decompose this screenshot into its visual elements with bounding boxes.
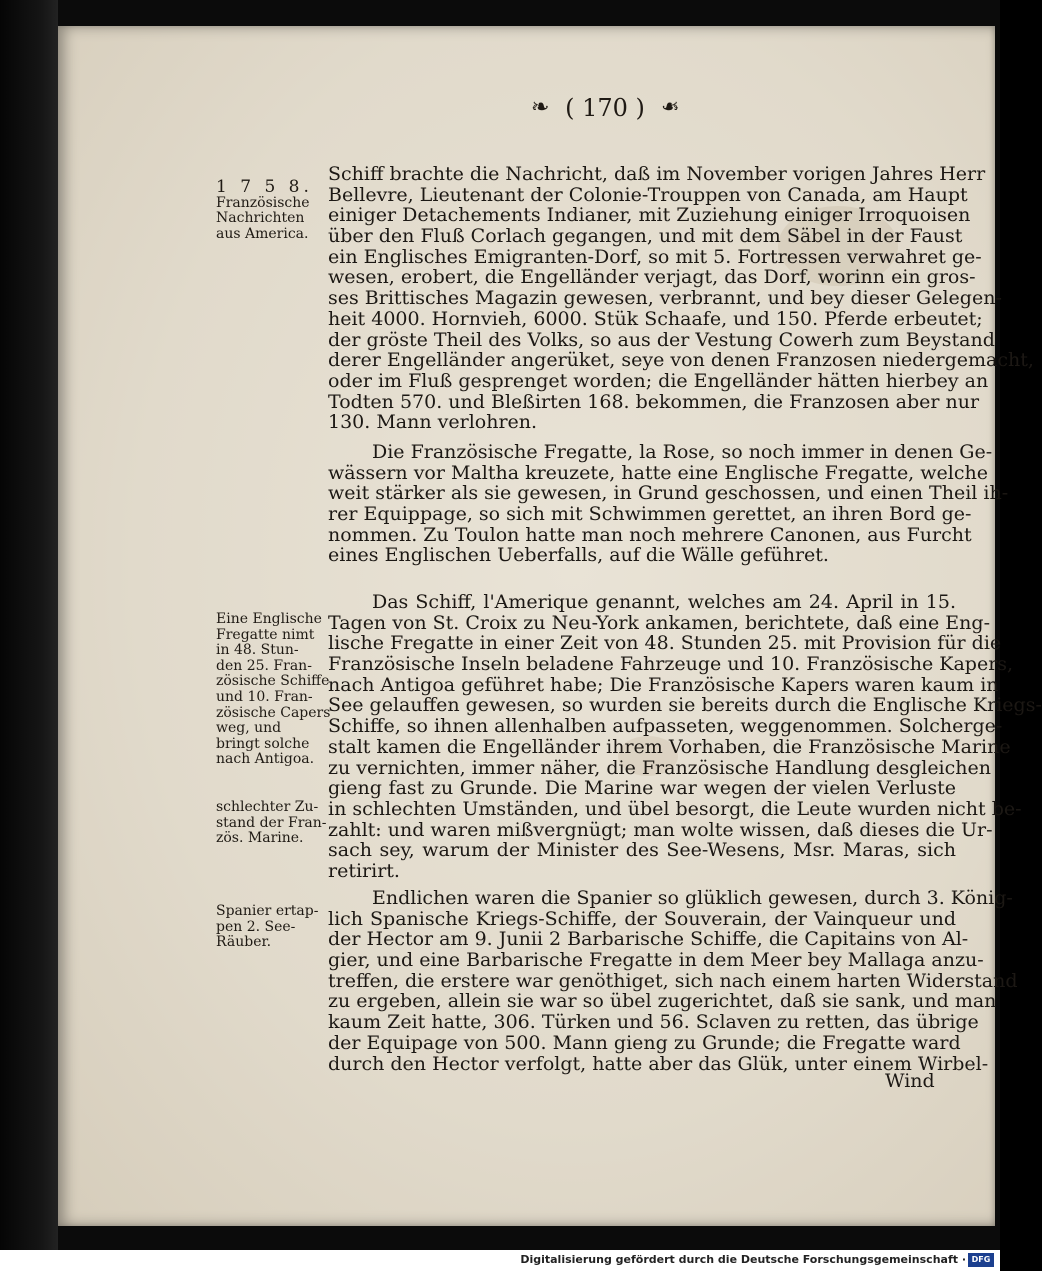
margin-note-line: Räuber. xyxy=(216,934,272,951)
margin-note-line: zösische Capers xyxy=(216,704,331,721)
margin-note-4 xyxy=(216,904,326,951)
page-number: ( 170 ) xyxy=(565,93,645,122)
margin-note-2 xyxy=(216,611,331,768)
text-line: in schlechten Umständen, und übel besorgt, die Leute wurden nicht be- xyxy=(328,797,1022,820)
text-line: wässern vor Maltha kreuzete, hatte eine Englische Fregatte, welche xyxy=(328,461,988,484)
text-line: lische Fregatte in einer Zeit von 48. Stunden 25. mit Provision für die xyxy=(328,632,1002,655)
text-line: oder im Fluß gesprenget worden; die Engelländer hätten hierbey an xyxy=(328,369,989,392)
margin-note-line: nach Antigoa. xyxy=(216,751,315,768)
text-line: der gröste Theil des Volks, so aus der Vestung Cowerh zum Beystand xyxy=(328,328,995,351)
text-line: gieng fast zu Grunde. Die Marine war wegen der vielen Verluste xyxy=(328,777,956,800)
margin-note-line: Eine Englische xyxy=(216,611,322,627)
paragraph-4 xyxy=(328,887,1018,1075)
margin-note-year: 1 7 5 8. xyxy=(216,177,313,197)
text-line: durch den Hector verfolgt, hatte aber das Glük, unter einem Wirbel- xyxy=(328,1052,989,1075)
margin-note-line: pen 2. See- xyxy=(216,918,296,935)
text-line: nommen. Zu Toulon hatte man noch mehrere Canonen, aus Furcht xyxy=(328,523,972,546)
text-line: stalt kamen die Engelländer ihrem Vorhaben, die Französische Marine xyxy=(328,735,1011,758)
page-header xyxy=(465,92,745,122)
text-line: kaum Zeit hatte, 306. Türken und 56. Sclaven zu retten, das übrige xyxy=(328,1011,979,1034)
text-line: Tagen von St. Croix zu Neu-York ankamen, berichtete, daß eine Eng- xyxy=(328,611,990,634)
text-line: eines Englischen Ueberfalls, auf die Wälle geführet. xyxy=(328,544,829,567)
text-line: zu vernichten, immer näher, die Französische Handlung desgleichen xyxy=(328,756,991,779)
text-line: See gelauffen gewesen, so wurden sie bereits durch die Englische Kriegs- xyxy=(328,694,1042,717)
margin-note-line: zös. Marine. xyxy=(216,830,304,847)
margin-note-line: in 48. Stun- xyxy=(216,642,299,659)
catchword: Wind xyxy=(885,1070,935,1092)
text-line: weit stärker als sie gewesen, in Grund geschossen, und einen Theil ih- xyxy=(328,482,1009,505)
margin-note-line: Spanier ertap- xyxy=(216,903,319,919)
text-line: zahlt: und waren mißvergnügt; man wolte wissen, daß dieses die Ur- xyxy=(328,818,993,841)
margin-note-line: Nachrichten xyxy=(216,210,305,227)
text-line: gier, und eine Barbarische Fregatte in dem Meer bey Mallaga anzu- xyxy=(328,949,984,972)
text-line: nach Antigoa geführet habe; Die Französische Kapers waren kaum in xyxy=(328,673,999,696)
text-line: ein Englisches Emigranten-Dorf, so mit 5. Fortressen verwahret ge- xyxy=(328,245,982,268)
margin-note-line: zösische Schiffe xyxy=(216,673,330,690)
text-line: Das Schiff, l'Amerique genannt, welches am 24. April in 15. xyxy=(372,591,956,613)
text-line: der Hector am 9. Junii 2 Barbarische Schiffe, die Capitains von Al- xyxy=(328,928,969,951)
text-line: retirirt. xyxy=(328,859,400,882)
text-line: sach sey, warum der Minister des See-Wesens, Msr. Maras, sich xyxy=(328,839,956,862)
margin-note-line: aus America. xyxy=(216,225,309,242)
text-line: derer Engelländer angerüket, seye von denen Franzosen niedergemacht, xyxy=(328,349,1034,372)
text-line: Todten 570. und Bleßirten 168. bekommen, die Franzosen aber nur xyxy=(328,390,980,413)
text-line: lich Spanische Kriegs-Schiffe, der Souverain, der Vainqueur und xyxy=(328,907,956,930)
paragraph-2 xyxy=(328,441,1009,567)
margin-note-line: Fregatte nimt xyxy=(216,626,315,643)
margin-note-line: stand der Fran- xyxy=(216,814,327,831)
margin-note-3 xyxy=(216,800,326,847)
text-line: Schiffe, so ihnen allenhalben aufpasseten, weggenommen. Solcherge- xyxy=(328,715,1003,738)
margin-note-line: schlechter Zu- xyxy=(216,799,319,815)
text-line: Bellevre, Lieutenant der Colonie-Trouppen von Canada, am Haupt xyxy=(328,183,968,206)
text-line: über den Fluß Corlach gegangen, und mit dem Säbel in der Faust xyxy=(328,225,963,248)
book-spine xyxy=(0,0,58,1250)
text-line: einiger Detachements Indianer, mit Zuziehung einiger Irroquoisen xyxy=(328,204,971,227)
text-line: Die Französische Fregatte, la Rose, so noch immer in denen Ge- xyxy=(372,441,993,463)
margin-note-line: bringt solche xyxy=(216,735,310,752)
text-line: rer Equippage, so sich mit Schwimmen gerettet, an ihren Bord ge- xyxy=(328,503,972,526)
text-line: treffen, die erstere war genöthiget, sich nach einem harten Widerstand xyxy=(328,969,1018,992)
text-line: Schiff brachte die Nachricht, daß im November vorigen Jahres Herr xyxy=(328,163,986,185)
text-line: 130. Mann verlohren. xyxy=(328,411,538,434)
text-line: wesen, erobert, die Engelländer verjagt, das Dorf, worinn ein gros- xyxy=(328,266,976,289)
paragraph-3 xyxy=(328,591,1042,882)
ornament-right-icon: ❧ xyxy=(662,95,679,120)
text-line: der Equipage von 500. Mann gieng zu Grunde; die Fregatte ward xyxy=(328,1031,961,1054)
footer-credit: Digitalisierung gefördert durch die Deutsche Forschungsgemeinschaft · xyxy=(520,1253,966,1266)
margin-note-line: weg, und xyxy=(216,720,282,737)
text-line: Französische Inseln beladene Fahrzeuge und 10. Französische Kapers, xyxy=(328,653,1014,676)
paragraph-1 xyxy=(328,163,1034,434)
margin-note-line: den 25. Fran- xyxy=(216,657,312,674)
ornament-left-icon: ❧ xyxy=(531,95,548,120)
text-line: zu ergeben, allein sie war so übel zugerichtet, daß sie sank, und man xyxy=(328,990,997,1013)
margin-note-line: Französische xyxy=(216,194,310,211)
margin-note-line: und 10. Fran- xyxy=(216,688,313,705)
text-line: heit 4000. Hornvieh, 6000. Stük Schaafe, und 150. Pferde erbeutet; xyxy=(328,307,983,330)
text-line: Endlichen waren die Spanier so glüklich gewesen, durch 3. König- xyxy=(372,887,1013,909)
margin-note-1 xyxy=(216,177,326,242)
dfg-logo-icon: DFG xyxy=(968,1253,994,1267)
text-line: ses Brittisches Magazin gewesen, verbrannt, und bey dieser Gelegen- xyxy=(328,287,1002,310)
